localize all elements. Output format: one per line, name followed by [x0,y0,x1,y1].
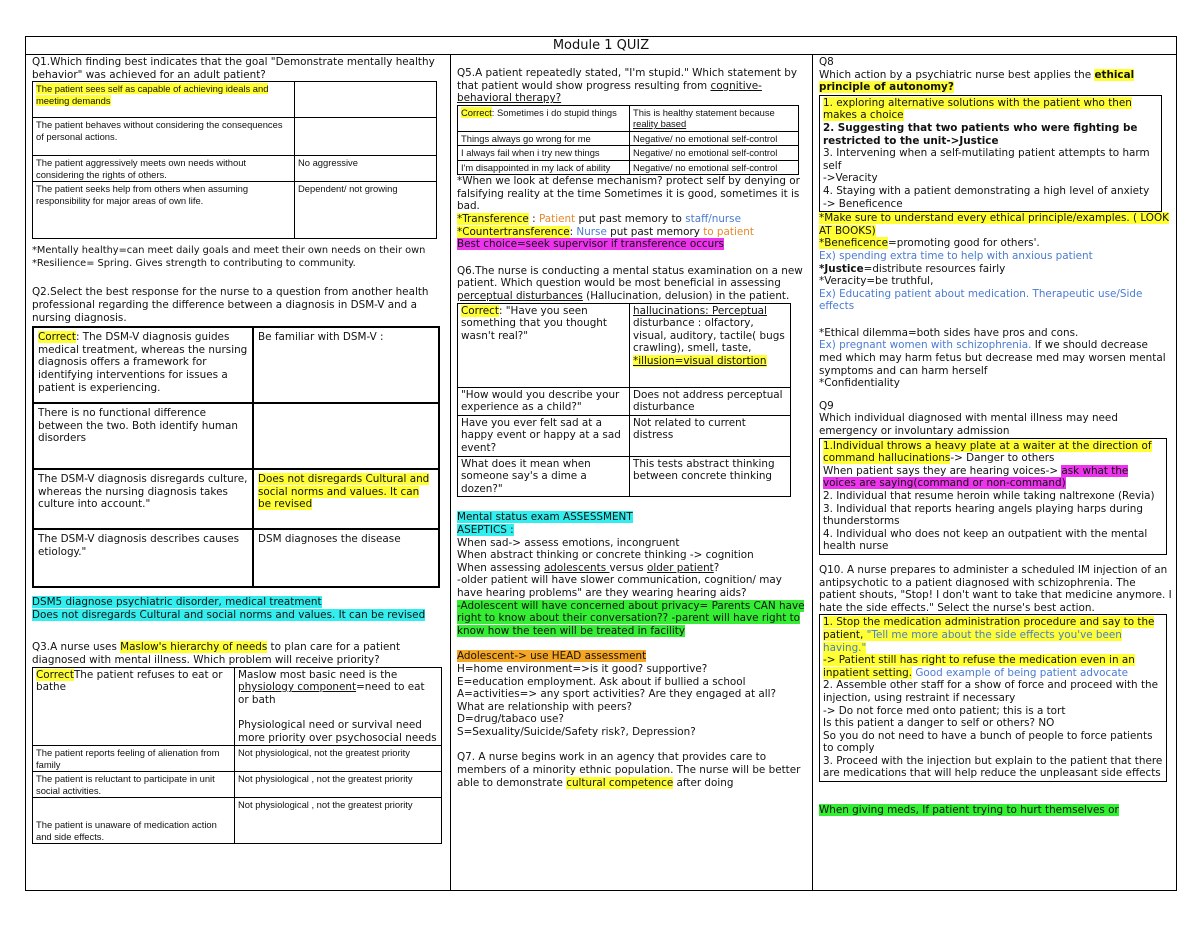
quiz-page [25,36,1177,891]
table-row [33,798,442,844]
q2-note: Does not disregards Cultural and social norms and values. It can be revised [258,473,430,511]
q2-answer: The DSM-V diagnosis disregards culture, whereas the nursing diagnosis takes culture into account." [33,469,253,529]
column-right [813,55,1177,890]
correct-label: Correct [36,668,74,681]
q9-option: 4. Individual who does not keep an outpatient with the mental health nurse [823,527,1148,553]
transference-note: *Transference : Patient put past memory to staff/nurse [457,213,741,226]
q10-option-note: So you do not need to have a bunch of people to force patients to comply [823,729,1153,755]
table-row [33,82,437,118]
q8-option: 2. Suggesting that two patients who were fighting be restricted to the unit->Justice [823,121,1138,147]
q1-question: Q1.Which finding best indicates that the goal "Demonstrate mentally healthy behavior" was achieved for an adult patient? [32,56,435,81]
q3-table [32,667,442,845]
q2-table [32,326,440,588]
make-sure-note: *Make sure to understand every ethical principle/examples. ( LOOK AT BOOKS) [819,212,1169,237]
correct-label: Correct [461,304,499,317]
q1-answer: The patient seeks help from others when assuming responsibility for major areas of own life. [33,182,295,239]
q2-answer: There is no functional difference between the two. Both identify human disorders [33,403,253,469]
q9-voices-note: When patient says they are hearing voices-> ask what the voices are saying(command or non-command) [823,464,1129,490]
justice-note: *Justice=distribute resources fairly [819,262,1006,275]
head-assessment-title: Adolescent-> use HEAD assessment [457,650,647,663]
q10-option: 3. Proceed with the injection but explain to the patient that there are medications that will help reduce the unpleasant side effects [823,754,1163,780]
q10-options-box [819,614,1167,782]
q2-answer: The DSM-V diagnosis describes causes etiology." [33,529,253,587]
q6-note: Not related to current distress [630,415,791,456]
q3-note: Maslow most basic need is the physiology component=need to eat or bath Physiological need or survival need more priority over psychosocial needs [235,667,442,746]
q2-note: DSM diagnoses the disease [253,529,439,587]
table-row [33,156,437,182]
q10-refuse-note: -> Patient still has right to refuse the medication even in an inpatient setting. Good example of being patient advocate [823,654,1135,679]
head-h: H=home environment=>is it good? supportive? [457,662,708,675]
q8-option-correct: 1. exploring alternative solutions with the patient who then makes a choice [823,96,1132,122]
table-row [33,667,442,746]
q7-question: Q7. A nurse begins work in an agency that provides care to members of a minority ethnic population. The nurse will be better able to demonstrate cultural competence after doing [457,751,801,789]
table-row [458,303,791,387]
q9-option-correct: 1.Individual throws a heavy plate at a waiter at the direction of command hallucinations-> Danger to others [823,439,1152,465]
column-middle [451,55,813,890]
q1-note-healthy: *Mentally healthy=can meet daily goals and meet their own needs on their own [32,245,426,257]
giving-meds-note: When giving meds, If patient trying to hurt themselves or [819,804,1119,817]
q1-note [295,118,437,156]
adolescent-privacy-note: -Adolescent will have concerned about privacy= Parents CAN have right to know about their conversation?? -parent will have right to know how the teen will be treated in facility [457,599,805,637]
table-row [458,415,791,456]
q5-answer: I always fail when i try new things [458,146,630,161]
mse-line: When abstract thinking or concrete thinking -> cognition [457,549,754,562]
correct-label: Correct [38,331,76,344]
page-title: Module 1 QUIZ [26,37,1176,55]
mse-line: When assessing adolescents versus older patient? [457,561,720,574]
q8-option: 4. Staying with a patient demonstrating a high level of anxiety [823,184,1150,197]
q6-note: This tests abstract thinking between concrete thinking [630,456,791,497]
q9-option: 3. Individual that reports hearing angels playing harps during thunderstorms [823,502,1143,528]
head-s: S=Sexuality/Suicide/Safety risk?, Depression? [457,725,696,738]
best-choice-note: Best choice=seek supervisor if transference occurs [457,238,724,251]
table-row [458,146,799,161]
q3-note: Not physiological , not the greatest priority [235,772,442,798]
mse-line: When sad-> assess emotions, incongruent [457,536,680,549]
q5-answer: : Sometimes i do stupid things [491,106,617,118]
q5-note: This is healthy statement because reality based [630,105,799,131]
q6-answer: What does it mean when someone say's a dime a dozen?" [458,456,630,497]
table-row [33,469,439,529]
table-row [33,118,437,156]
table-row [33,772,442,798]
q5-note: Negative/ no emotional self-control [630,160,799,175]
example-note: Ex) Educating patient about medication. Therapeutic use/Side effects [819,287,1143,313]
table-row [33,403,439,469]
mse-aseptics: ASEPTICS : [457,523,514,536]
mse-heading: Mental status exam ASSESSMENT [457,511,633,524]
q8-question: Which action by a psychiatric nurse best applies the ethical principle of autonomy? [819,68,1135,94]
countertransference-note: *Countertransference: Nurse put past memory to patient [457,225,754,238]
q2-question: Q2.Select the best response for the nurse to a question from another health professional regarding the difference between a diagnosis in DSM-V and a nursing diagnosis. [32,286,429,324]
q9-label: Q9 [819,399,834,412]
q1-answer: The patient behaves without considering the consequences of personal actions. [33,118,295,156]
correct-label: Correct [461,106,492,118]
beneficence-note: *Beneficence=promoting good for others'. [819,237,1040,250]
column-left [26,55,451,890]
table-row [458,160,799,175]
q10-option-correct: 1. Stop the medication administration procedure and say to the patient, "Tell me more about the side effects you've been having." [823,616,1155,654]
table-row [33,746,442,772]
q8-option: 3. Intervening when a self-mutilating patient attempts to harm self [823,147,1150,172]
q8-option-note: ->Veracity [823,172,878,185]
q5-question: Q5.A patient repeatedly stated, "I'm stupid." Which statement by that patient would show progress resulting from cognitive-behavioral therapy? [457,67,798,105]
mse-line: -older patient will have slower communication, cognition/ may have hearing problems" are they wearing hearing aids? [457,574,782,599]
q3-note: Not physiological , not the greatest priority [235,798,442,844]
q5-note: Negative/ no emotional self-control [630,146,799,161]
q3-note: Not physiological, not the greatest priority [235,746,442,772]
q9-option: 2. Individual that resume heroin while taking naltrexone (Revia) [823,490,1155,502]
q1-answer-correct: The patient sees self as capable of achieving ideals and meeting demands [36,83,269,106]
head-d: D=drug/tabaco use? [457,713,564,726]
dilemma-note: *Ethical dilemma=both sides have pros and cons. [819,326,1079,339]
q8-label: Q8 [819,56,834,68]
q10-option: 2. Assemble other staff for a show of force and proceed with the injection, using restraint if necessary [823,679,1158,704]
q10-option-note: -> Do not force med onto patient; this is a tort [823,704,1066,717]
q8-option-note: -> Beneficence [823,197,903,210]
q5-note: Negative/ no emotional self-control [630,131,799,146]
head-e: E=education employment. Ask about if bullied a school [457,675,746,688]
q5-answer: I'm disappointed in my lack of ability [458,160,630,175]
table-row [33,529,439,587]
table-row [33,327,439,403]
q1-note: Dependent/ not growing [295,182,437,239]
q6-table [457,303,791,498]
q6-note: Does not address perceptual disturbance [630,387,791,415]
q6-answer: : "Have you seen something that you thought wasn't real?" [461,304,607,342]
example-note: Ex) spending extra time to help with anxious patient [819,249,1093,262]
q3-answer: The patient refuses to eat or bathe [36,668,223,694]
q2-note: Be familiar with DSM-V : [253,327,439,403]
q9-question: Which individual diagnosed with mental illness may need emergency or involuntary admission [819,412,1118,438]
q3-answer: The patient is unaware of medication action and side effects. [33,798,235,844]
q2-summary-1: DSM5 diagnose psychiatric disorder, medical treatment [32,596,322,609]
q1-answer: The patient aggressively meets own needs without considering the rights of others. [33,156,295,182]
q6-question: Q6.The nurse is conducting a mental status examination on a new patient. Which question would be most beneficial in assessing perceptual disturbances (Hallucination, delusion) in the patient. [457,264,803,303]
table-row [458,105,799,131]
veracity-note: *Veracity=be truthful, [819,275,934,288]
q5-note-defense: *When we look at defense mechanism? protect self by denying or falsifying reality at the time Sometimes it is good, sometimes it is bad. [457,175,800,213]
q10-question: Q10. A nurse prepares to administer a scheduled IM injection of an antipsychotic to a patient diagnosed with schizophrenia. The patient shouts, "Stop! I don't want to take that medicine anymore. I hate the side effects." Select the nurse's best action. [819,563,1172,614]
q6-note: hallucinations: Perceptual disturbance : olfactory, visual, auditory, tactile( bugs crawling), smell, taste, *illusion=visual distortion [630,303,791,387]
q5-answer: Things always go wrong for me [458,131,630,146]
q1-note: No aggressive [295,156,437,182]
q8-options-box [819,95,1162,212]
q1-note [295,82,437,118]
table-row [458,131,799,146]
q6-answer: "How would you describe your experience as a child?" [458,387,630,415]
q3-question: Q3.A nurse uses Maslow's hierarchy of needs to plan care for a patient diagnosed with mental illness. Which problem will receive priority? [32,641,401,666]
dilemma-example: Ex) pregnant women with schizophrenia. If we should decrease med which may harm fetus but decrease med may worsen mental symptoms and can harm herself [819,339,1166,377]
q9-options-box [819,438,1167,555]
q2-answer: : The DSM-V diagnosis guides medical treatment, whereas the nursing diagnosis offers a framework for identifying interventions for issues a patient is experiencing. [38,331,248,394]
table-row [458,456,791,497]
q10-option-note: Is this patient a danger to self or others? NO [823,717,1055,730]
q3-answer: The patient is reluctant to participate in unit social activities. [33,772,235,798]
q2-summary-2: Does not disregards Cultural and social norms and values. It can be revised [32,608,426,621]
confidentiality-note: *Confidentiality [819,377,900,390]
q6-answer: Have you ever felt sad at a happy event or happy at a sad event? [458,415,630,456]
table-row [458,387,791,415]
head-a: A=activities=> any sport activities? Are they engaged at all? What are relationship with peers? [457,688,777,713]
q3-answer: The patient reports feeling of alienation from family [33,746,235,772]
q1-table [32,81,437,239]
q5-table [457,105,799,176]
q1-note-resilience: *Resilience= Spring. Gives strength to contributing to community. [32,257,356,269]
table-row [33,182,437,239]
